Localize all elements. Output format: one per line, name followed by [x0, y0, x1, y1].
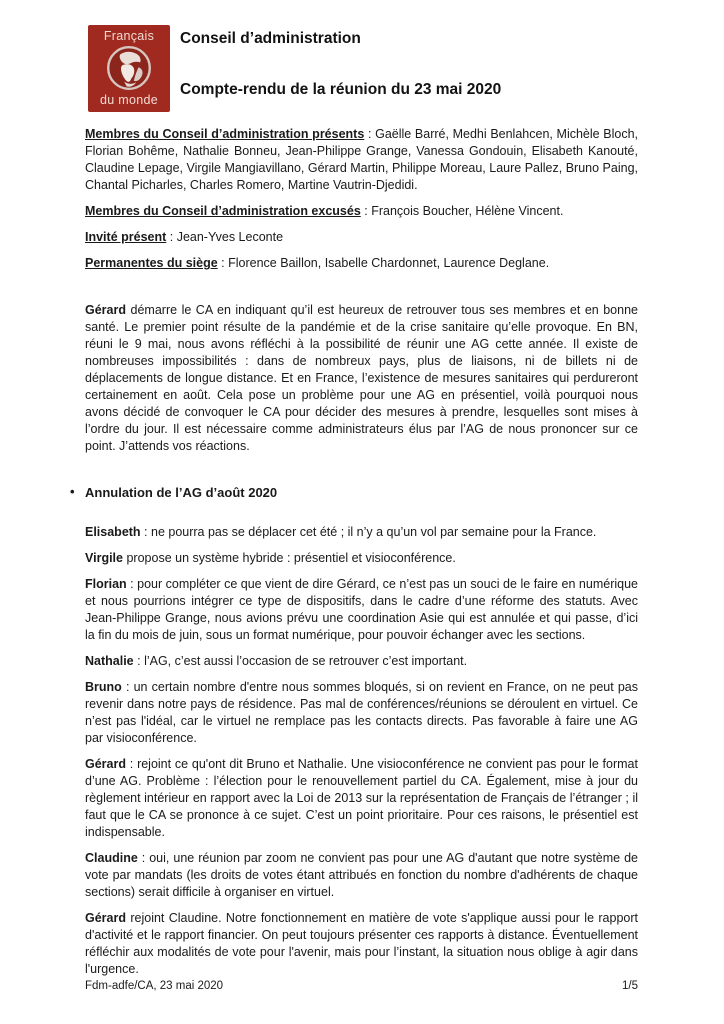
- speaker-name: Nathalie: [85, 654, 134, 668]
- separator: :: [126, 757, 138, 771]
- speaker-name: Gérard: [85, 757, 126, 771]
- separator: :: [360, 204, 372, 218]
- attendance-excused-names: François Boucher, Hélène Vincent.: [371, 204, 564, 218]
- speaker-name: Virgile: [85, 551, 123, 565]
- title-block: [180, 29, 501, 100]
- document-subtitle: Compte-rendu de la réunion du 23 mai 2020: [180, 81, 502, 98]
- separator: :: [166, 230, 177, 244]
- attendance-present: [85, 126, 638, 194]
- attendance-guest-names: Jean-Yves Leconte: [176, 230, 284, 244]
- organization-logo: [88, 25, 170, 112]
- paragraph-text: un certain nombre d'entre nous sommes bloqués, si on revient en France, on ne peut pas revenir dans notre pays de résidence. Pas mal de conférences/réunions se déroulent en virtuel. Ce n’est pas l'idéal, car le virtuel ne remplace pas les contacts directs. Pas favorable à faire une AG par visioconférence.: [85, 680, 638, 745]
- section-heading-text: Annulation de l’AG d’août 2020: [85, 485, 278, 500]
- speaker-paragraph-virgile: [85, 550, 638, 567]
- paragraph-text: rejoint Claudine. Notre fonctionnement en matière de vote s'applique aussi pour le rapport d'activité et le rapport financier. On peut toujours présenter ces rapports à distance. Éventuellement réfléchir aux modalités de vote pour l'avenir, mais pour l’instant, la situation nous oblige à agir dans l'urgence.: [85, 911, 638, 976]
- attendance-guest-label: Invité présent: [85, 230, 167, 244]
- paragraph-text: l’AG, c’est aussi l’occasion de se retrouver c’est important.: [144, 654, 468, 668]
- attendance-staff: [85, 255, 638, 272]
- attendance-guest: [85, 229, 638, 246]
- separator: :: [217, 256, 229, 270]
- speaker-name: Elisabeth: [85, 525, 141, 539]
- paragraph-text: propose un système hybride : présentiel et visioconférence.: [126, 551, 456, 565]
- page-footer: [85, 980, 638, 992]
- speaker-name: Bruno: [85, 680, 122, 694]
- document-title: Conseil d’administration: [180, 30, 361, 47]
- separator: :: [126, 577, 138, 591]
- separator: :: [133, 654, 145, 668]
- speaker-paragraph-elisabeth: [85, 524, 638, 541]
- footer-reference: Fdm-adfe/CA, 23 mai 2020: [85, 980, 224, 992]
- speaker-paragraph-nathalie: [85, 653, 638, 670]
- speaker-name: Gérard: [85, 303, 126, 317]
- logo-text-top: Français: [103, 29, 155, 43]
- separator: :: [137, 851, 150, 865]
- paragraph-text: pour compléter ce que vient de dire Gérard, ce n’est pas un souci de le faire en numérique et nous pourrions intégrer ce type de dispositifs, dans le cadre d’une réforme des statuts. Avec Jean-Philippe Grange, nous avions prévu une coordination Asie qui est annulée et qui passe, d’ici la fin du mois de juin, sous un format numérique, pour pouvoir échanger avec les sections.: [85, 577, 638, 642]
- document-body: [70, 126, 639, 987]
- footer-page-number: 1/5: [622, 980, 638, 992]
- speaker-paragraph-claudine: [85, 850, 638, 901]
- attendance-excused-label: Membres du Conseil d’administration excusés: [85, 204, 361, 218]
- separator: :: [140, 525, 151, 539]
- speaker-name: Claudine: [85, 851, 138, 865]
- speaker-paragraph-gerard: [85, 756, 638, 841]
- globe-icon: [105, 44, 153, 92]
- logo-text-bottom: du monde: [100, 93, 158, 107]
- paragraph-text: démarre le CA en indiquant qu’il est heureux de retrouver tous ses membres et en bonne santé. Le premier point résulte de la pandémie et de la crise sanitaire qu’elle provoque. En BN, réuni le 9 mai, nous avons réfléchi à la possibilité de réunir une AG cette année. Il existe de nombreuses impossibilités : dans de nombreux pays, plus de liaisons, ni de billets ni de déplacements de longue distance. Et en France, l’existence de mesures sanitaires qui perdureront certainement en août. Cela pose un problème pour une AG en présentiel, voilà pourquoi nous avons décidé de convoquer le CA pour décider des mesures à prendre, lesquelles sont mises à l’ordre du jour. Il est nécessaire comme administrateurs élus par l’AG de nous prononcer sur ce point. J’attends vos réactions.: [85, 303, 638, 453]
- speaker-paragraph-florian: [85, 576, 638, 644]
- attendance-staff-label: Permanentes du siège: [85, 256, 218, 270]
- paragraph-text: oui, une réunion par zoom ne convient pas pour une AG d'autant que notre système de vote par mandats (les droits de votes étant attribués en fonction du nombre d'adhérents de chaque sections) serait difficile à organiser en virtuel.: [85, 851, 638, 899]
- speaker-paragraph-bruno: [85, 679, 638, 747]
- section-heading: [70, 484, 638, 501]
- separator: :: [364, 127, 376, 141]
- paragraph-text: rejoint ce qu'ont dit Bruno et Nathalie. Une visioconférence ne convient pas pour le format d’une AG. Problème : l’élection pour le renouvellement partiel du CA. Également, mise à jour du règlement intérieur en rapport avec la Loi de 2013 sur la représentation de Français de l’étranger ; il faut que le CA se prononce à ce sujet. C’est un point prioritaire. Pour ces raisons, le présentiel est indispensable.: [85, 757, 638, 839]
- attendance-staff-names: Florence Baillon, Isabelle Chardonnet, Laurence Deglane.: [228, 256, 550, 270]
- intro-paragraph: [85, 302, 638, 455]
- speaker-name: Gérard: [85, 911, 126, 925]
- bullet-icon: •: [70, 484, 75, 499]
- attendance-present-label: Membres du Conseil d’administration présents: [85, 127, 365, 141]
- separator: :: [121, 680, 134, 694]
- attendance-present-names: Gaëlle Barré, Medhi Benlahcen, Michèle Bloch, Florian Bohême, Nathalie Bonneu, Jean-Philippe Grange, Vanessa Gondouin, Elisabeth Kanouté, Claudine Lepage, Virgile Mangiavillano, Gérard Martin, Philippe Moreau, Laure Pallez, Bruno Paing, Chantal Picharles, Charles Romero, Martine Vautrin-Djedidi.: [85, 127, 639, 192]
- attendance-excused: [85, 203, 638, 220]
- speaker-name: Florian: [85, 577, 127, 591]
- speaker-paragraph-gerard-2: [85, 910, 638, 978]
- paragraph-text: ne pourra pas se déplacer cet été ; il n’y a qu’un vol par semaine pour la France.: [151, 525, 597, 539]
